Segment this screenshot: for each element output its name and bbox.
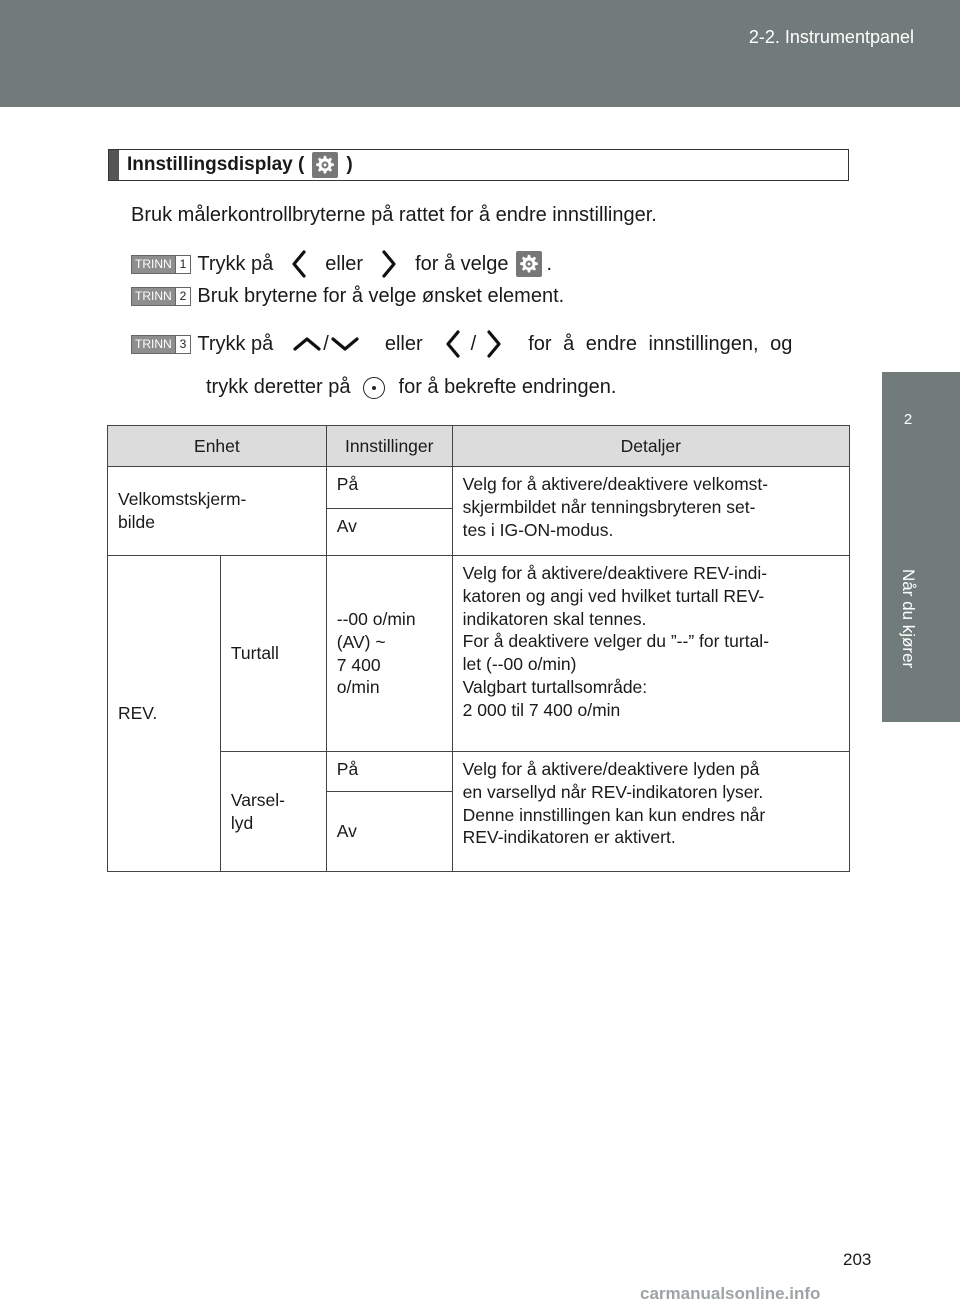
- section-title: 2-2. Instrumentpanel: [748, 27, 914, 47]
- step-3-continuation: [206, 376, 616, 399]
- step-text: Trykk på: [197, 252, 274, 275]
- details-cell: Velg for å aktivere/deaktivere velkomst- skjermbildet når tenningsbryteren set- tes i IG-ON-modus.: [452, 467, 849, 556]
- ok-button-icon: [363, 377, 385, 399]
- col-header-details: Detaljer: [452, 426, 849, 467]
- option-cell: Av: [326, 792, 452, 872]
- sub-unit-cell: Turtall: [220, 556, 326, 752]
- watermark: carmanualsonline.info: [640, 1284, 821, 1303]
- step-text: /: [323, 332, 329, 355]
- chevron-left-icon: [445, 330, 461, 358]
- unit-cell: Velkomstskjerm- bilde: [108, 467, 327, 556]
- heading-text-end: ): [346, 154, 353, 175]
- sub-unit-cell: Varsel- lyd: [220, 752, 326, 872]
- step-text: eller: [325, 252, 364, 275]
- col-header-settings: Innstillinger: [326, 426, 452, 467]
- unit-cell: REV.: [108, 556, 221, 872]
- chevron-left-icon: [291, 250, 307, 278]
- step-text: .: [546, 252, 553, 275]
- table-row: [108, 467, 850, 509]
- step-badge: TRINN 1: [131, 255, 191, 274]
- step-text: for å endre innstillingen, og: [528, 332, 793, 355]
- settings-display-heading: [108, 149, 849, 181]
- heading-accent-bar: [109, 150, 119, 180]
- step-badge: TRINN 2: [131, 287, 191, 306]
- step-text: Bruk bryterne for å velge ønsket element.: [197, 285, 565, 307]
- step-text: /: [470, 332, 477, 355]
- chapter-side-tab: [882, 372, 960, 722]
- step-2: [131, 285, 564, 308]
- heading-text-start: Innstillingsdisplay (: [127, 154, 305, 175]
- chapter-title: Når du kjører: [899, 569, 918, 669]
- gear-icon: [516, 251, 542, 277]
- step-badge: TRINN 3: [131, 335, 191, 354]
- step-3: [131, 330, 792, 358]
- chevron-down-icon: [331, 336, 359, 352]
- details-cell: Velg for å aktivere/deaktivere lyden på en varsellyd når REV-indikatoren lyser. Denne innstillingen kan kun endres når REV-indikatoren er aktivert.: [452, 752, 849, 872]
- chevron-right-icon: [486, 330, 502, 358]
- details-cell: Velg for å aktivere/deaktivere REV-indi- katoren og angi ved hvilket turtall REV- indikatoren skal tennes. For å deaktivere velger du ”--” for turtal- let (--00 o/min) Valgbart turtallsområde: 2 000 til 7 400 o/min: [452, 556, 849, 752]
- option-cell: --00 o/min (AV) ~ 7 400 o/min: [326, 556, 452, 752]
- step-text: Trykk på: [197, 332, 274, 355]
- col-header-unit: Enhet: [108, 426, 327, 467]
- option-cell: På: [326, 752, 452, 792]
- step-text: trykk deretter på: [206, 376, 351, 398]
- intro-text: Bruk målerkontrollbryterne på rattet for å endre innstillinger.: [131, 204, 657, 226]
- page-number: 203: [843, 1250, 872, 1269]
- gear-icon: [312, 152, 338, 178]
- chapter-number: 2: [903, 411, 913, 428]
- option-cell: Av: [326, 509, 452, 556]
- header-bar: [0, 0, 960, 107]
- step-text: eller: [384, 332, 423, 355]
- table-header-row: [108, 426, 850, 467]
- settings-table: [107, 425, 850, 872]
- chevron-right-icon: [381, 250, 397, 278]
- step-1: [131, 250, 552, 278]
- step-text: for å velge: [415, 252, 509, 275]
- table-row: [108, 556, 850, 752]
- chevron-up-icon: [293, 336, 321, 352]
- option-cell: På: [326, 467, 452, 509]
- step-text: for å bekrefte endringen.: [398, 376, 617, 398]
